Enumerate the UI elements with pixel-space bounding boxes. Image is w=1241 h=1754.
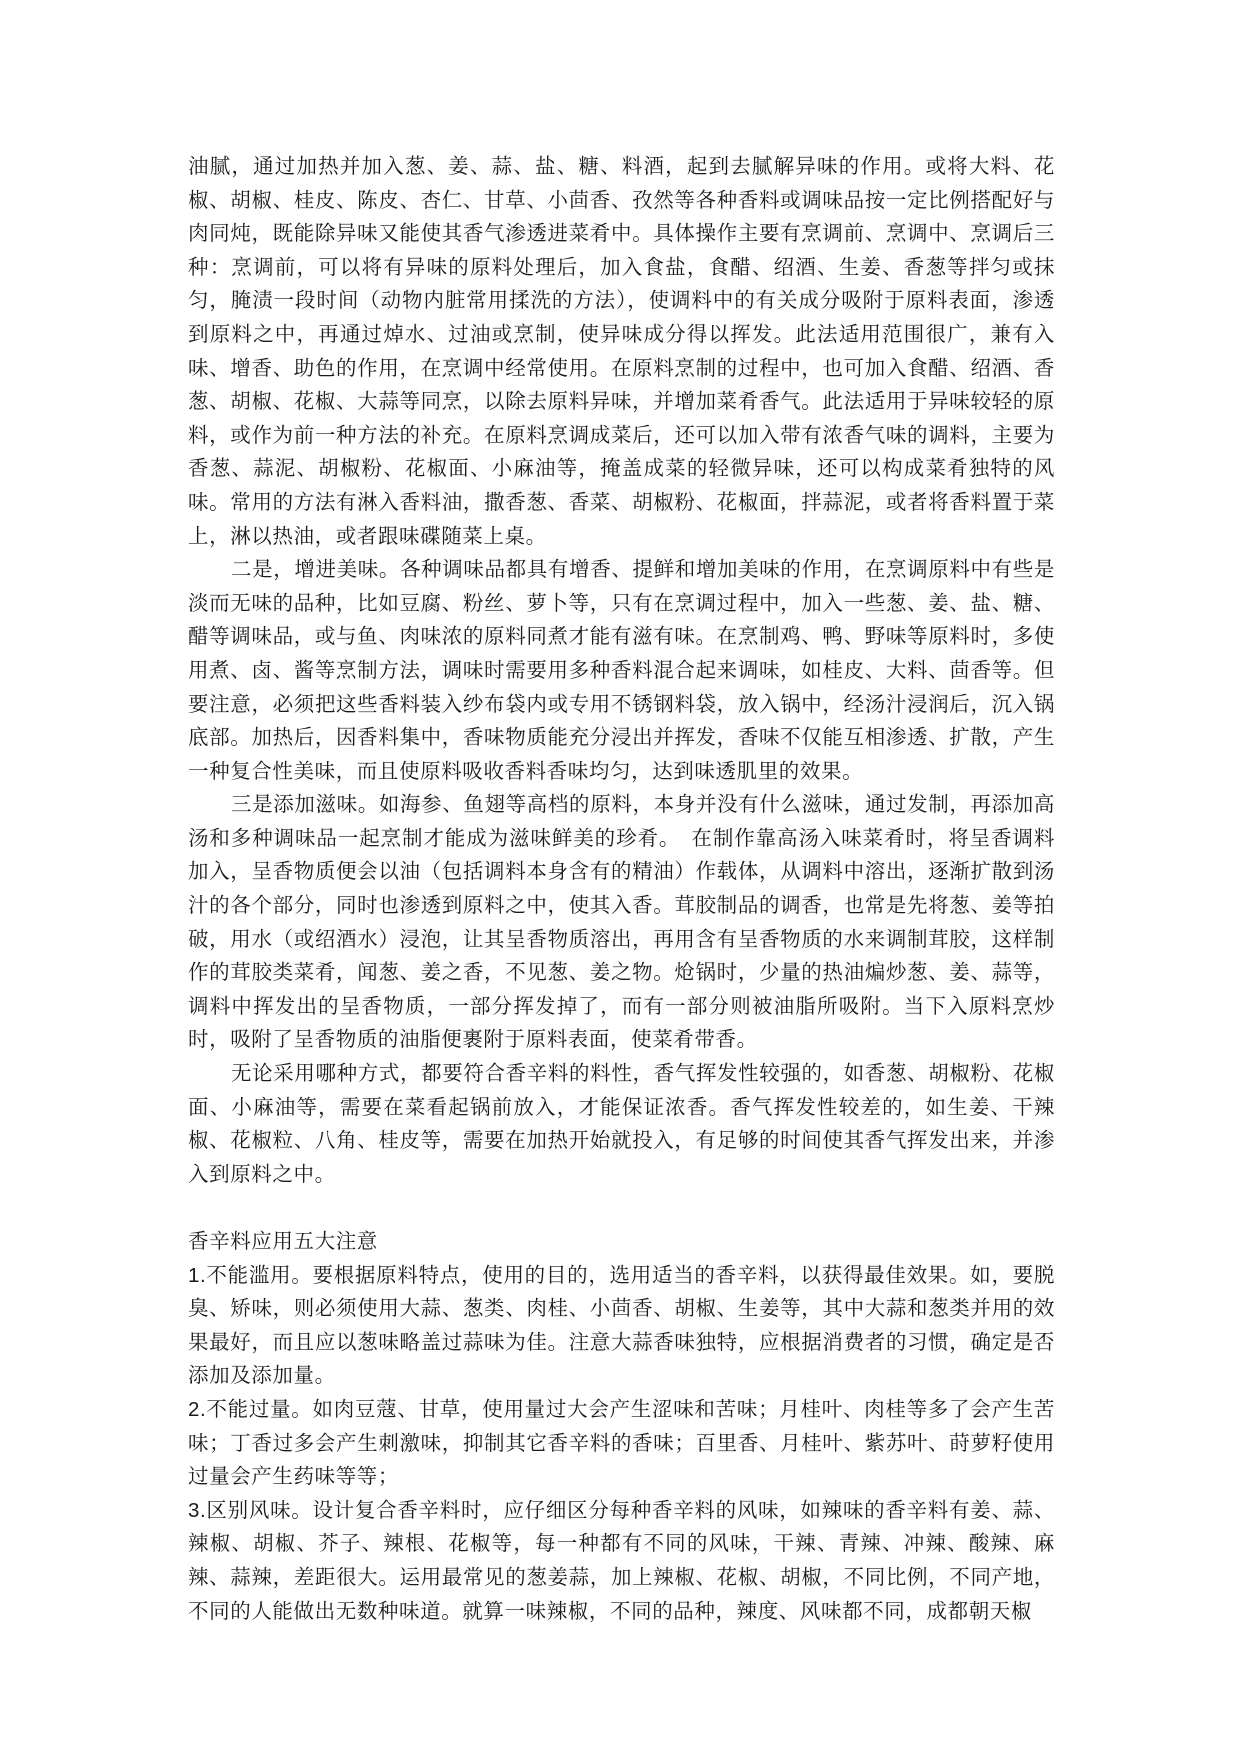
blank-line (188, 1191, 1055, 1225)
paragraph-enhance-flavor: 二是，增进美味。各种调味品都具有增香、提鲜和增加美味的作用，在烹调原料中有些是淡而无味的品种，比如豆腐、粉丝、萝卜等，只有在烹调过程中，加入一些葱、姜、盐、糖、醋等调味品，或与鱼、肉味浓的原料同煮才能有滋有味。在烹制鸡、鸭、野味等原料时，多使用煮、卤、酱等烹制方法，调味时需要用多种香料混合起来调味，如桂皮、大料、茴香等。但要注意，必须把这些香料装入纱布袋内或专用不锈钢料袋，放入锅中，经汤汁浸润后，沉入锅底部。加热后，因香料集中，香味物质能充分浸出并挥发，香味不仅能互相渗透、扩散，产生一种复合性美味，而且使原料吸收香料香味均匀，达到味透肌里的效果。 (188, 557, 1055, 783)
paragraph-deodorize: 油腻，通过加热并加入葱、姜、蒜、盐、糖、料酒，起到去腻解异味的作用。或将大料、花椒、胡椒、桂皮、陈皮、杏仁、甘草、小茴香、孜然等各种香料或调味品按一定比例搭配好与肉同炖，既能除异味又能使其香气渗透进菜肴中。具体操作主要有烹调前、烹调中、烹调后三种：烹调前，可以将有异味的原料处理后，加入食盐，食醋、绍酒、生姜、香葱等拌匀或抹匀，腌渍一段时间（动物内脏常用揉洗的方法），使调料中的有关成分吸附于原料表面，渗透到原料之中，再通过焯水、过油或烹制，使异味成分得以挥发。此法适用范围很广，兼有入味、增香、助色的作用，在烹调中经常使用。在原料烹制的过程中，也可加入食醋、绍酒、香葱、胡椒、花椒、大蒜等同烹，以除去原料异味，并增加菜肴香气。此法适用于异味较轻的原料，或作为前一种方法的补充。在原料烹调成菜后，还可以加入带有浓香气味的调料，主要为香葱、蒜泥、胡椒粉、花椒面、小麻油等，掩盖成菜的轻微异味，还可以构成菜肴独特的风味。常用的方法有淋入香料油，撒香葱、香菜、胡椒粉、花椒面，拌蒜泥，或者将香料置于菜上，淋以热油，或者跟味碟随菜上桌。 (188, 154, 1055, 548)
document-page (188, 150, 1055, 1628)
list-item-number: 2. (188, 1397, 207, 1421)
paragraph-timing: 无论采用哪种方式，都要符合香辛料的料性，香气挥发性较强的，如香葱、胡椒粉、花椒面、小麻油等，需要在菜看起锅前放入，才能保证浓香。香气挥发性较差的，如生姜、干辣椒、花椒粒、八角、桂皮等，需要在加热开始就投入，有足够的时间使其香气挥发出来，并渗入到原料之中。 (188, 1061, 1055, 1186)
list-item (188, 1494, 1055, 1628)
list-item (188, 1393, 1055, 1494)
list-item-number: 1. (188, 1263, 207, 1287)
section-title: 香辛料应用五大注意 (188, 1229, 378, 1253)
list-item-number: 3. (188, 1498, 207, 1522)
list-item-text: 不能过量。如肉豆蔻、甘草，使用量过大会产生涩味和苦味；月桂叶、肉桂等多了会产生苦味；丁香过多会产生刺激味，抑制其它香辛料的香味；百里香、月桂叶、紫苏叶、莳萝籽使用过量会产生药味等等； (188, 1396, 1055, 1489)
list-item-text: 不能滥用。要根据原料特点，使用的目的，选用适当的香辛料，以获得最佳效果。如，要脱臭、矫味，则必须使用大蒜、葱类、肉桂、小茴香、胡椒、生姜等，其中大蒜和葱类并用的效果最好，而且应以葱味略盖过蒜味为佳。注意大蒜香味独特，应根据消费者的习惯，确定是否添加及添加量。 (188, 1262, 1055, 1388)
list-item (188, 1259, 1055, 1393)
paragraph-add-taste: 三是添加滋味。如海参、鱼翅等高档的原料，本身并没有什么滋味，通过发制，再添加高汤和多种调味品一起烹制才能成为滋味鲜美的珍肴。 在制作靠高汤入味菜肴时，将呈香调料加入，呈香物质便会以油（包括调料本身含有的精油）作载体，从调料中溶出，逐渐扩散到汤汁的各个部分，同时也渗透到原料之中，使其入香。茸胶制品的调香，也常是先将葱、姜等拍破，用水（或绍酒水）浸泡，让其呈香物质溶出，再用含有呈香物质的水来调制茸胶，这样制作的茸胶类菜肴，闻葱、姜之香，不见葱、姜之物。炝锅时，少量的热油煸炒葱、姜、蒜等，调料中挥发出的呈香物质，一部分挥发掉了，而有一部分则被油脂所吸附。当下入原料烹炒时，吸附了呈香物质的油脂便裹附于原料表面，使菜肴带香。 (188, 792, 1055, 1052)
list-item-text: 区别风味。设计复合香辛料时，应仔细区分每种香辛料的风味，如辣味的香辛料有姜、蒜、辣椒、胡椒、芥子、辣根、花椒等，每一种都有不同的风味，干辣、青辣、冲辣、酸辣、麻辣、蒜辣，差距很大。运用最常见的葱姜蒜，加上辣椒、花椒、胡椒，不同比例，不同产地，不同的人能做出无数种味道。就算一味辣椒，不同的品种，辣度、风味都不同，成都朝天椒 (188, 1497, 1055, 1623)
